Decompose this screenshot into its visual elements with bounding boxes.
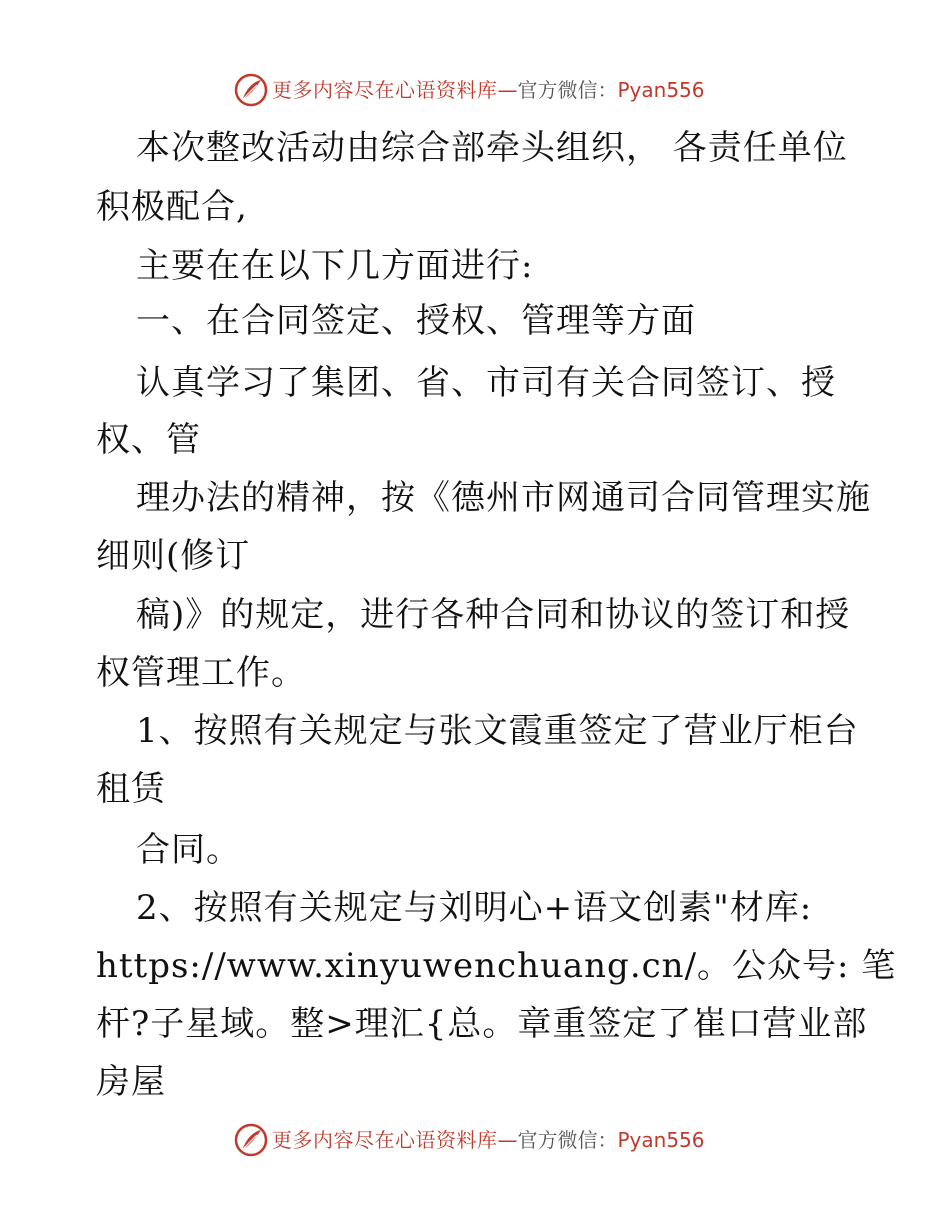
watermark-text [272, 1126, 705, 1154]
watermark-main-text: 更多内容尽在心语资料库 [272, 1128, 498, 1152]
watermark-main-text: 更多内容尽在心语资料库 [272, 78, 498, 102]
text-line: 杆?子星域。整>理汇{总。章重签定了崔口营业部 [96, 1004, 868, 1044]
text-line: 积极配合, [96, 187, 248, 227]
text-line: 房屋 [96, 1062, 166, 1102]
section-heading: 一、在合同签定、授权、管理等方面 [136, 301, 696, 341]
feather-pen-logo-icon [233, 1122, 269, 1158]
list-item: 2、按照有关规定与刘明心+语文创素"材库: [136, 888, 813, 928]
text-line: 权管理工作。 [96, 653, 306, 693]
text-line: 稿)》的规定，进行各种合同和协议的签订和授 [136, 595, 851, 635]
watermark-separator: — [497, 78, 518, 102]
text-line: 主要在在以下几方面进行: [136, 246, 534, 286]
footer-watermark [0, 1120, 950, 1160]
watermark-separator: — [497, 1128, 518, 1152]
text-line: 合同。 [136, 830, 241, 870]
watermark-official-label: 官方微信： [517, 78, 618, 102]
text-line: 本次整改活动由综合部牵头组织， 各责任单位 [136, 128, 848, 168]
text-line: 理办法的精神，按《德州市网通司合同管理实施 [136, 478, 871, 518]
text-line: https://www.xinyuwenchuang.cn/。公众号: 笔 [96, 946, 897, 986]
list-item: 1、按照有关规定与张文霞重签定了营业厅柜台 [136, 711, 859, 751]
text-line: 认真学习了集团、省、市司有关合同签订、授 [136, 363, 836, 403]
watermark-official-label: 官方微信： [517, 1128, 618, 1152]
text-line: 权、管 [96, 420, 201, 460]
text-line: 细则(修订 [96, 536, 251, 576]
watermark-wechat-id: Pyan556 [617, 1128, 705, 1152]
text-line: 租赁 [96, 769, 166, 809]
watermark-wechat-id: Pyan556 [617, 78, 705, 102]
